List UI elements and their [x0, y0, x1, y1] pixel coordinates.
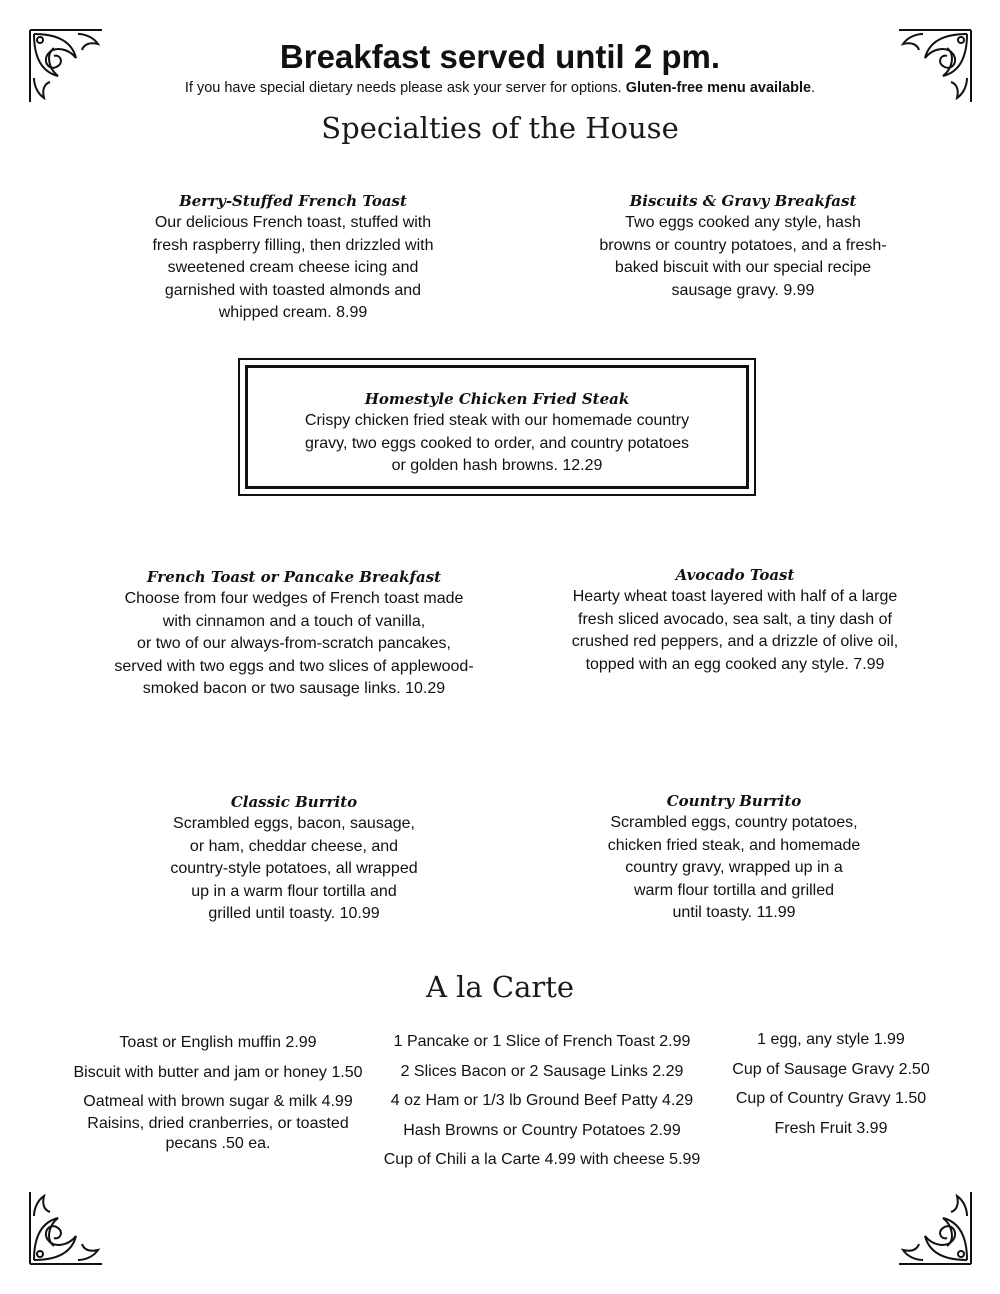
a-la-carte-item: 4 oz Ham or 1/3 lb Ground Beef Patty 4.29	[390, 1092, 694, 1110]
a-la-carte-item: Cup of Chili a la Carte 4.99 with cheese 5.99	[383, 1151, 701, 1169]
a-la-carte-item: Toast or English muffin 2.99	[119, 1034, 317, 1051]
a-la-carte-column-right	[718, 1030, 944, 1148]
menu-item	[578, 190, 908, 302]
gluten-free-note: Gluten-free menu available	[625, 80, 812, 96]
menu-item-description: Scrambled eggs, bacon, sausage, or ham, cheddar cheese, and country-style potatoes, all wrapped up in a warm flour tortilla and grilled until toasty. 10.99	[170, 815, 418, 923]
section-heading-specialties: Specialties of the House	[321, 111, 679, 145]
corner-ornament-bottom-right-icon	[897, 1190, 973, 1266]
a-la-carte-item: Raisins, dried cranberries, or toasted pecans .50 ea.	[87, 1115, 349, 1153]
menu-item-description: Our delicious French toast, stuffed with fresh raspberry filling, then drizzled with sweetened cream cheese icing and garnished with toasted almonds and whipped cream. 8.99	[152, 214, 434, 322]
menu-item-name: French Toast or Pancake Breakfast	[146, 568, 442, 586]
a-la-carte-column-left	[58, 1033, 378, 1164]
menu-item-name: Country Burrito	[666, 792, 802, 810]
menu-item-description: Choose from four wedges of French toast made with cinnamon and a touch of vanilla, or two of our always-from-scratch pancakes, served with two eggs and two slices of applewood- smoked bacon or two sausage links. 10.29	[114, 590, 474, 698]
dietary-note-text: If you have special dietary needs please ask your server for options.	[184, 80, 626, 96]
menu-item	[90, 566, 498, 701]
menu-item-name: Classic Burrito	[230, 793, 358, 811]
a-la-carte-item: Biscuit with butter and jam or honey 1.50	[73, 1063, 363, 1081]
menu-item	[150, 791, 438, 926]
corner-ornament-bottom-left-icon	[28, 1190, 104, 1266]
menu-item-name: Avocado Toast	[675, 566, 795, 584]
menu-item-name: Berry-Stuffed French Toast	[179, 192, 407, 210]
featured-menu-item	[248, 388, 746, 478]
menu-item-description: Crispy chicken fried steak with our homemade country gravy, two eggs cooked to order, and country potatoes or golden hash browns. 12.29	[304, 412, 690, 475]
a-la-carte-item: Hash Browns or Country Potatoes 2.99	[403, 1121, 681, 1139]
menu-item-description: Two eggs cooked any style, hash browns or country potatoes, and a fresh- baked biscuit with our special recipe sausage gravy. 9.99	[599, 214, 887, 299]
menu-item-name: Homestyle Chicken Fried Steak	[364, 390, 630, 408]
menu-item-name: Biscuits & Gravy Breakfast	[629, 192, 857, 210]
menu-item-description: Hearty wheat toast layered with half of a large fresh sliced avocado, sea salt, a tiny dash of crushed red peppers, and a drizzle of olive oil, topped with an egg cooked any style. 7.99	[571, 588, 899, 673]
a-la-carte-item: 2 Slices Bacon or 2 Sausage Links 2.29	[400, 1062, 684, 1080]
a-la-carte-item: Cup of Sausage Gravy 2.50	[732, 1060, 930, 1078]
a-la-carte-item: 1 Pancake or 1 Slice of French Toast 2.99	[393, 1033, 691, 1050]
dietary-note-end: .	[811, 80, 816, 96]
a-la-carte-item: Oatmeal with brown sugar & milk 4.99	[83, 1093, 353, 1111]
menu-item	[130, 190, 456, 325]
menu-item	[548, 564, 922, 676]
dietary-note	[0, 78, 1000, 98]
a-la-carte-item: 1 egg, any style 1.99	[757, 1031, 905, 1048]
a-la-carte-item: Cup of Country Gravy 1.50	[735, 1090, 927, 1108]
a-la-carte-item: Fresh Fruit 3.99	[774, 1119, 888, 1137]
page-title: Breakfast served until 2 pm.	[279, 38, 721, 75]
menu-item-description: Scrambled eggs, country potatoes, chicken fried steak, and homemade country gravy, wrapped up in a warm flour tortilla and grilled until toasty. 11.99	[607, 814, 861, 922]
section-heading-a-la-carte: A la Carte	[425, 970, 575, 1004]
a-la-carte-column-middle	[356, 1032, 728, 1180]
menu-item	[590, 790, 878, 925]
